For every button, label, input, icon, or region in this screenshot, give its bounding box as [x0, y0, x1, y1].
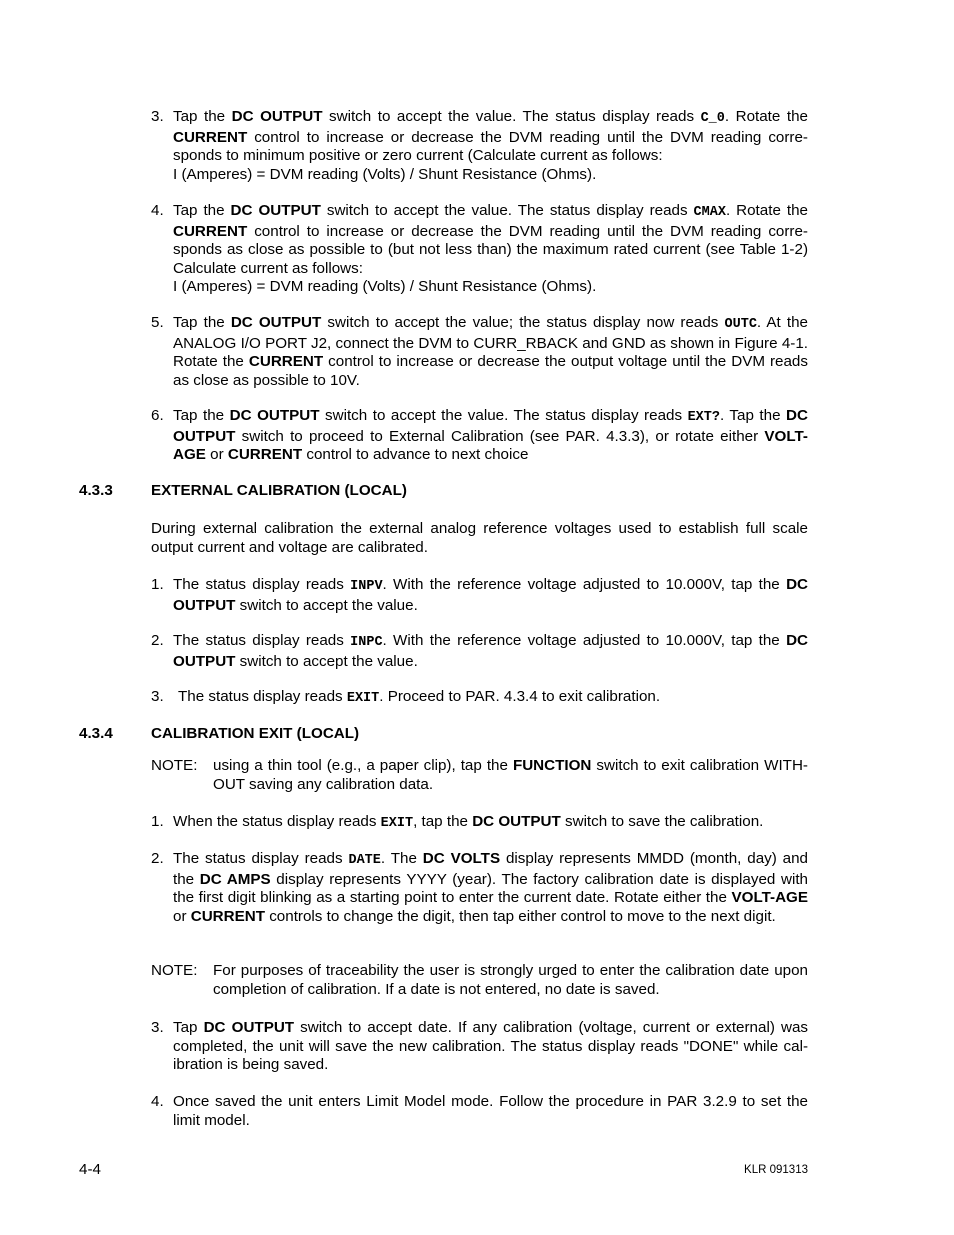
- text-run: switch to accept the value.: [235, 652, 418, 670]
- text-run: or: [173, 907, 191, 925]
- display-code: EXT?: [687, 410, 720, 425]
- text-run: or: [205, 446, 228, 464]
- step-text: [173, 314, 808, 389]
- step-3-exit: [151, 688, 808, 709]
- step-number: 1.: [151, 813, 164, 830]
- step-text: [173, 850, 808, 925]
- text-run: The status display reads: [173, 576, 351, 593]
- step-2-inpc: [151, 632, 808, 671]
- text-run: controls to change the digit, then tap either control to move to the next digit.: [264, 907, 776, 925]
- section-433-intro: During external calibration the external analog reference voltages used to establish full scale output current and voltage are calibrated.: [151, 520, 808, 556]
- text-run: Tap the: [173, 314, 231, 331]
- section-title: EXTERNAL CALIBRATION (LOCAL): [151, 482, 407, 499]
- bold-term: DC OUTPUT: [173, 407, 808, 445]
- bold-term: CURRENT: [227, 446, 303, 464]
- display-code: DATE: [348, 853, 381, 868]
- step-number: 2.: [151, 850, 164, 867]
- display-code: OUTC: [724, 317, 757, 332]
- text-run: switch to exit calibration WITH-OUT saving any calibration data.: [213, 757, 808, 793]
- text-run: switch to accept the value.: [235, 596, 418, 614]
- text-run: switch to accept the value. The status display reads: [322, 108, 701, 125]
- section-heading-434: [79, 725, 359, 744]
- display-code: C_0: [700, 111, 725, 126]
- step-number: 3.: [151, 688, 164, 705]
- text-run: . At the ANALOG I/O PORT J2, connect the DVM to CURR_RBACK and GND as shown in Figure 4-1. Rotate the: [173, 314, 808, 371]
- section-title: CALIBRATION EXIT (LOCAL): [151, 725, 360, 742]
- text-run: The status display reads: [173, 850, 349, 867]
- text-run: . Proceed to PAR. 4.3.4 to exit calibration.: [379, 688, 661, 705]
- step-number: 6.: [151, 407, 164, 424]
- step-3-current-zero: [151, 108, 808, 184]
- text-run: Tap the: [173, 202, 231, 219]
- step-text: [173, 1019, 808, 1073]
- text-run: switch to proceed to External Calibration (see PAR. 4.3.3), or rotate either: [235, 427, 765, 445]
- step-5-outc: [151, 314, 808, 390]
- display-code: EXIT: [380, 816, 414, 831]
- step-number: 5.: [151, 314, 164, 331]
- section-number: 4.3.3: [79, 482, 113, 499]
- text-run: When the status display reads: [173, 813, 381, 830]
- step-text: [173, 632, 808, 670]
- text-run: Tap: [173, 1019, 204, 1036]
- step-text: [173, 407, 808, 463]
- bold-term: DC OUTPUT: [230, 314, 322, 331]
- text-run: control to increase or decrease the output voltage until the DVM reads as close as possible to 10V.: [173, 353, 808, 389]
- bold-term: DC OUTPUT: [472, 813, 561, 830]
- bold-term: CURRENT: [173, 222, 248, 240]
- text-run: control to increase or decrease the DVM reading until the DVM reading corre-sponds to minimum positive or zero current (Calculate current as follows:: [173, 128, 808, 165]
- text-run: The status display reads: [178, 688, 347, 705]
- text-run: . Rotate the: [725, 202, 808, 219]
- text-run: using a thin tool (e.g., a paper clip), tap the: [213, 757, 513, 774]
- text-run: display represents MMDD (month, day) and the: [173, 850, 809, 888]
- text-run: . With the reference voltage adjusted to 10.000V, tap the: [382, 632, 787, 649]
- bold-term: CURRENT: [173, 128, 248, 146]
- display-code: INPC: [350, 635, 383, 650]
- step-number: 2.: [151, 632, 164, 649]
- note-traceability: [151, 962, 808, 999]
- note-label: NOTE:: [151, 962, 198, 979]
- text-run: control to advance to next choice: [302, 446, 529, 464]
- step-text: [173, 202, 808, 277]
- step-1-save: [151, 813, 808, 834]
- bold-term: DC OUTPUT: [230, 202, 321, 219]
- text-run: Once saved the unit enters Limit Model mode. Follow the procedure in PAR 3.2.9 to set the limit model.: [173, 1093, 808, 1129]
- step-number: 3.: [151, 108, 164, 125]
- text-run: switch to save the calibration.: [560, 813, 764, 830]
- text-run: The status display reads: [173, 632, 351, 649]
- step-4-limit-model: [151, 1093, 808, 1130]
- step-number: 4.: [151, 202, 164, 219]
- section-heading-433: [79, 482, 407, 501]
- step-1-inpv: [151, 576, 808, 615]
- step-text: [173, 108, 808, 164]
- step-2-date: [151, 850, 808, 926]
- step-text: [173, 813, 763, 830]
- formula-line: I (Amperes) = DVM reading (Volts) / Shunt Resistance (Ohms).: [173, 165, 597, 183]
- step-text: [173, 576, 808, 614]
- step-text: [173, 1093, 808, 1129]
- note-text: [213, 962, 808, 998]
- text-run: , tap the: [413, 813, 473, 830]
- step-text: [178, 688, 660, 705]
- bold-term: DC OUTPUT: [203, 1019, 295, 1036]
- text-run: . The: [380, 850, 423, 867]
- formula-line: I (Amperes) = DVM reading (Volts) / Shunt Resistance (Ohms).: [173, 278, 597, 296]
- bold-term: FUNCTION: [512, 757, 592, 774]
- bold-term: CURRENT: [248, 353, 324, 371]
- bold-term: DC OUTPUT: [173, 576, 808, 614]
- text-run: . Rotate the: [724, 108, 808, 125]
- step-number: 3.: [151, 1019, 164, 1036]
- text-run: switch to accept date. If any calibration (voltage, current or external) was completed, the unit will save the new calibration. The status display reads "DONE" while cal-ibration is being saved.: [173, 1019, 808, 1074]
- text-run: For purposes of traceability the user is strongly urged to enter the calibration date upon completion of calibration. If a date is not entered, no date is saved.: [213, 962, 808, 998]
- note-label: NOTE:: [151, 757, 198, 774]
- text-run: switch to accept the value. The status display reads: [319, 407, 688, 424]
- document-id: KLR 091313: [744, 1164, 808, 1176]
- text-run: . Tap the: [719, 407, 787, 424]
- bold-term: VOLT-AGE: [173, 427, 808, 464]
- text-run: control to increase or decrease the DVM reading until the DVM reading corre-sponds as close as possible to (but not less than) the maximum rated current (see Table 1-2) Calculate current as follows:: [173, 222, 808, 277]
- bold-term: CURRENT: [190, 907, 265, 925]
- bold-term: DC OUTPUT: [173, 632, 808, 670]
- section-number: 4.3.4: [79, 725, 113, 742]
- step-number: 1.: [151, 576, 164, 593]
- step-number: 4.: [151, 1093, 164, 1110]
- bold-term: DC OUTPUT: [229, 407, 320, 424]
- display-code: EXIT: [346, 691, 380, 706]
- text-run: switch to accept the value. The status display reads: [320, 202, 694, 219]
- display-code: CMAX: [693, 205, 726, 220]
- text-run: Tap the: [173, 108, 232, 125]
- display-code: INPV: [350, 579, 383, 594]
- note-function-exit: [151, 757, 808, 794]
- step-6-ext: [151, 407, 808, 465]
- bold-term: DC VOLTS: [422, 850, 501, 867]
- step-3-accept-date: [151, 1019, 808, 1075]
- step-4-current-max: [151, 202, 808, 297]
- text-run: . With the reference voltage adjusted to 10.000V, tap the: [382, 576, 787, 593]
- note-text: [213, 757, 808, 793]
- text-run: Tap the: [173, 407, 230, 424]
- bold-term: DC AMPS: [199, 870, 271, 888]
- text-run: display represents YYYY (year). The factory calibration date is displayed with the first digit blinking as a starting point to enter the current date. Rotate either the: [173, 870, 808, 907]
- bold-term: VOLT-AGE: [731, 889, 808, 907]
- bold-term: DC OUTPUT: [231, 108, 323, 125]
- text-run: switch to accept the value; the status display now reads: [321, 314, 725, 331]
- page-number: 4-4: [79, 1161, 101, 1178]
